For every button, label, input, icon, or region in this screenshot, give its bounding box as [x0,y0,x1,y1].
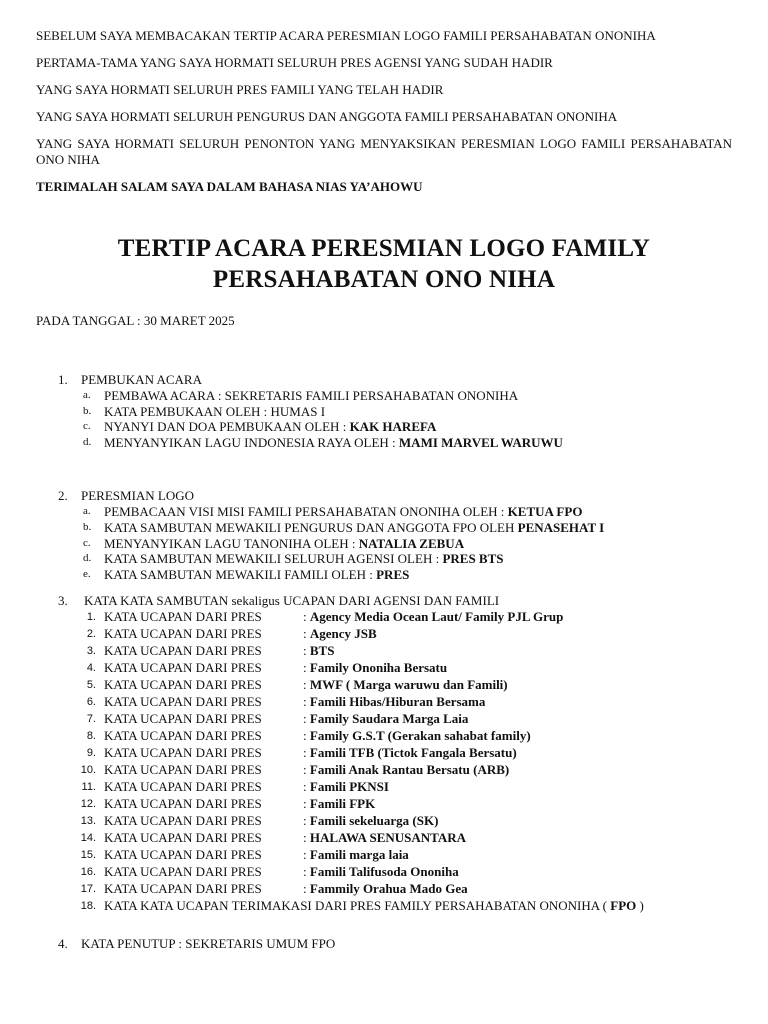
sub-item-letter: c. [83,536,91,549]
item-number: 3. [86,645,96,658]
item-label: KATA UCAPAN DARI PRES [104,795,262,811]
item-number: 7. [86,713,96,726]
item-label: KATA UCAPAN DARI PRES [104,829,262,845]
item-separator: : [303,677,310,693]
item-number: 18. [80,899,96,912]
item-number: 1. [86,611,96,624]
item-label: KATA UCAPAN DARI PRES [104,660,262,676]
item-label: KATA UCAPAN DARI PRES [104,863,262,879]
sub-item-text: KATA SAMBUTAN MEWAKILI FAMILI OLEH : [104,566,377,582]
sub-item-letter: b. [83,404,92,417]
item-separator: : [303,846,310,862]
speech-item [36,694,732,711]
sub-item [36,504,732,520]
item-highlight: FPO [610,897,637,913]
item-number: 14. [80,831,96,844]
item-value: Famili TFB (Tictok Fangala Bersatu) [309,744,517,760]
item-separator: : [303,778,310,794]
item-separator: : [303,626,310,642]
item-separator: : [303,744,310,760]
sub-item-highlight: NATALIA ZEBUA [358,535,465,551]
section-closing [36,936,732,952]
section-title-part: sekaligus [231,593,280,609]
item-number: 5. [86,679,96,692]
speech-item [36,762,732,779]
item-label: KATA UCAPAN DARI PRES [104,711,262,727]
item-value: HALAWA SENUSANTARA [309,829,467,845]
item-value: Fammily Orahua Mado Gea [309,880,468,896]
item-value: Family G.S.T (Gerakan sahabat family) [309,728,531,744]
item-number: 8. [86,730,96,743]
section-title: PEMBUKAN ACARA [81,372,202,387]
item-separator: : [303,829,310,845]
speech-item [36,745,732,762]
item-separator: : [303,711,310,727]
item-tail: ) [636,897,644,913]
sub-item-highlight: KAK HAREFA [349,419,437,435]
sub-item-highlight: PRES BTS [442,551,504,567]
item-number: 17. [80,882,96,895]
item-value: Family Ononiha Bersatu [309,660,448,676]
sub-item-text: MENYANYIKAN LAGU TANONIHA OLEH : [104,535,359,551]
sub-item-highlight: PRES [376,566,410,582]
section-title: KATA PENUTUP : SEKRETARIS UMUM FPO [81,935,336,951]
sub-item-text: KATA PEMBUKAAN OLEH : HUMAS I [104,403,326,419]
section-items [36,388,732,450]
item-value: Agency Media Ocean Laut/ Family PJL Grup [309,609,564,625]
item-separator: : [303,609,310,625]
sub-item-highlight: PENASEHAT I [517,519,605,535]
sub-item-text: KATA SAMBUTAN MEWAKILI SELURUH AGENSI OLEH : [104,551,443,567]
sub-item-letter: d. [83,552,92,565]
sub-item-letter: d. [83,435,92,448]
item-value: Famili Talifusoda Ononiha [309,863,459,879]
item-value: MWF ( Marga waruwu dan Famili) [309,677,508,693]
event-date: PADA TANGGAL : 30 MARET 2025 [36,313,235,328]
sub-item-text: KATA SAMBUTAN MEWAKILI PENGURUS DAN ANGGOTA FPO OLEH [104,519,518,535]
section-logo-inauguration [36,488,732,582]
sub-item-highlight: MAMI MARVEL WARUWU [398,434,563,450]
intro-line-1: SEBELUM SAYA MEMBACAKAN TERTIP ACARA PERESMIAN LOGO FAMILI PERSAHABATAN ONONIHA [36,28,656,43]
item-number: 12. [80,797,96,810]
item-value: Famili PKNSI [309,778,389,794]
sub-item-letter: a. [83,389,91,401]
item-number: 11. [81,780,96,793]
sub-item-letter: c. [83,420,91,433]
sub-item [36,419,732,435]
document-title-line-1: TERTIP ACARA PERESMIAN LOGO FAMILY [117,235,651,262]
item-label: KATA UCAPAN DARI PRES [104,761,262,777]
speech-item [36,609,732,626]
item-label: KATA UCAPAN DARI PRES [104,880,262,896]
item-value: Famili Hibas/Hiburan Bersama [309,694,486,710]
item-label: KATA UCAPAN DARI PRES [104,694,262,710]
document-title [36,233,732,295]
section-number: 3. [58,593,68,609]
document-title-line-2: PERSAHABATAN ONO NIHA [212,266,556,293]
speech-item [36,881,732,898]
item-number: 13. [80,814,96,827]
item-number: 9. [86,746,96,759]
item-separator: : [303,761,310,777]
section-heading [36,936,732,952]
intro-greeting: TERIMALAH SALAM SAYA DALAM BAHASA NIAS YA’AHOWU [36,179,423,194]
item-separator: : [303,660,310,676]
section-title-part: UCAPAN DARI AGENSI DAN FAMILI [279,593,500,609]
intro-line-4: YANG SAYA HORMATI SELURUH PENGURUS DAN ANGGOTA FAMILI PERSAHABATAN ONONIHA [36,109,618,124]
sub-item-letter: b. [83,520,92,533]
sub-item [36,520,732,536]
item-separator: : [303,795,310,811]
sub-item-text: PEMBACAAN VISI MISI FAMILI PERSAHABATAN ONONIHA OLEH : [104,504,508,520]
sub-item [36,567,732,583]
sub-item-text: NYANYI DAN DOA PEMBUKAAN OLEH : [104,419,350,435]
sub-item [36,536,732,552]
item-value: Family Saudara Marga Laia [309,711,469,727]
item-value: Famili marga laia [309,846,409,862]
sub-item [36,435,732,451]
item-label: KATA UCAPAN DARI PRES [104,744,262,760]
sub-item-letter: a. [83,505,91,518]
sub-item [36,388,732,404]
speech-item [36,728,732,745]
sub-item-letter: e. [83,567,91,580]
item-text: KATA KATA UCAPAN TERIMAKASI DARI PRES FAMILY PERSAHABATAN ONONIHA ( [104,897,611,913]
speech-item [36,779,732,796]
item-number: 10. [80,763,96,776]
section-title-part: KATA KATA SAMBUTAN [84,593,232,609]
item-number: 15. [80,848,96,861]
speech-item-closing-thanks [36,898,732,915]
item-separator: : [303,643,310,659]
item-value: Agency JSB [309,626,377,642]
section-heading [36,593,732,609]
item-number: 6. [86,696,96,709]
item-label: KATA UCAPAN DARI PRES [104,677,262,693]
speech-item [36,711,732,728]
section-number: 4. [58,935,68,951]
section-number: 2. [58,488,68,504]
speech-item [36,830,732,847]
item-label: KATA UCAPAN DARI PRES [104,778,262,794]
item-label: KATA UCAPAN DARI PRES [104,812,262,828]
item-label: KATA UCAPAN DARI PRES [104,626,262,642]
sub-item-text: MENYANYIKAN LAGU INDONESIA RAYA OLEH : [104,434,399,450]
item-value: Famili Anak Rantau Bersatu (ARB) [309,761,510,777]
item-number: 16. [80,865,96,878]
sub-item [36,404,732,420]
item-label: KATA UCAPAN DARI PRES [104,643,262,659]
section-title: PERESMIAN LOGO [81,488,195,504]
item-separator: : [303,863,310,879]
sub-item [36,551,732,567]
section-opening [36,372,732,450]
section-heading [36,488,732,504]
section-number: 1. [58,372,68,387]
sub-item-highlight: KETUA FPO [507,504,583,520]
intro-line-5: YANG SAYA HORMATI SELURUH PENONTON YANG MENYAKSIKAN PERESMIAN LOGO FAMILI PERSAHABATAN ONO NIHA [36,136,732,167]
item-value: Famili FPK [309,795,376,811]
speech-item [36,660,732,677]
section-heading [36,372,732,388]
item-separator: : [303,694,310,710]
intro-line-3: YANG SAYA HORMATI SELURUH PRES FAMILI YANG TELAH HADIR [36,82,444,97]
speech-item [36,813,732,830]
speech-item [36,847,732,864]
item-label: KATA UCAPAN DARI PRES [104,846,262,862]
item-separator: : [303,880,310,896]
section-title [84,593,499,608]
speech-item [36,677,732,694]
item-number: 4. [86,662,96,675]
speech-item [36,643,732,660]
item-number: 2. [86,628,96,641]
item-value: Famili sekeluarga (SK) [309,812,439,828]
item-label: KATA UCAPAN DARI PRES [104,728,262,744]
speech-item [36,864,732,881]
speech-item [36,796,732,813]
document-page [36,28,732,952]
speech-item [36,626,732,643]
item-separator: : [303,728,310,744]
section-items [36,504,732,582]
sub-item-text: PEMBAWA ACARA : SEKRETARIS FAMILI PERSAHABATAN ONONIHA [104,388,519,403]
item-label: KATA UCAPAN DARI PRES [104,609,262,625]
item-separator: : [303,812,310,828]
speech-list [36,609,732,897]
item-value: BTS [309,643,335,659]
section-speeches [36,593,732,914]
intro-line-2: PERTAMA-TAMA YANG SAYA HORMATI SELURUH PRES AGENSI YANG SUDAH HADIR [36,55,553,70]
